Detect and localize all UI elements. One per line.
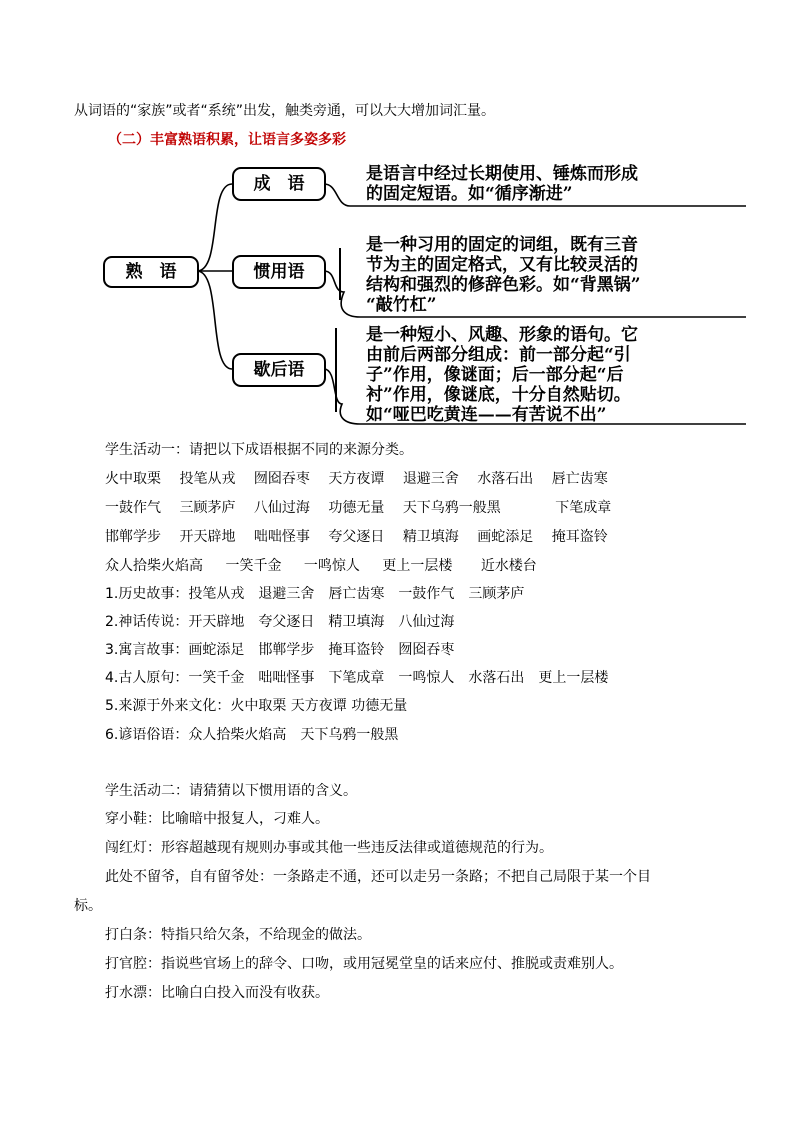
- category-proverb: 6.谚语俗语：众人拾柴火焰高 天下乌鸦一般黑: [105, 727, 399, 743]
- category-myth: 2.神话传说：开天辟地 夸父逐日 精卫填海 八仙过海: [105, 614, 455, 630]
- idiom: 退避三舍: [402, 471, 459, 487]
- idiom: 功德无量: [328, 500, 385, 516]
- idiom: 天下乌鸦一般黑: [402, 500, 501, 516]
- idiom: 一鸣惊人: [303, 558, 360, 574]
- idiom-row: [105, 557, 537, 575]
- branch-box-xiehouyu: 歇后语: [232, 353, 326, 387]
- idiom-meaning: 打水漂：比喻白白投入而没有收获。: [105, 985, 329, 1001]
- idiom: 近水楼台: [480, 558, 537, 574]
- idiom: 画蛇添足: [477, 529, 534, 545]
- branch-box-guanyongyu: 惯用语: [232, 255, 326, 289]
- idiom-row: [105, 528, 608, 546]
- idiom: 一鼓作气: [105, 500, 161, 516]
- branch-box-chengyu: 成 语: [232, 167, 326, 201]
- idiom: 投笔从戎: [179, 471, 236, 487]
- idiom: 更上一层楼: [382, 558, 453, 574]
- idiom: 一笑千金: [225, 558, 282, 574]
- category-history: 1.历史故事：投笔从戎 退避三舍 唇亡齿寒 一鼓作气 三顾茅庐: [105, 586, 525, 602]
- idiom: 掩耳盗铃: [551, 529, 608, 545]
- idiom-meaning: 打官腔：指说些官场上的辞令、口吻，或用冠冕堂皇的话来应付、推脱或责难别人。: [105, 956, 623, 972]
- idiom-meaning: 闯红灯：形容超越现有规则办事或其他一些违反法律或道德规范的行为。: [105, 840, 553, 856]
- category-ancient-quote: 4.古人原句：一笑千金 咄咄怪事 下笔成章 一鸣惊人 水落石出 更上一层楼: [105, 670, 609, 686]
- idiom-row: [105, 470, 608, 488]
- desc-line: 的固定短语。如“循序渐进”: [366, 184, 573, 204]
- idiom: 精卫填海: [402, 529, 459, 545]
- idiom-row: [105, 499, 611, 517]
- category-fable: 3.寓言故事：画蛇添足 邯郸学步 掩耳盗铃 囫囵吞枣: [105, 642, 455, 658]
- activity1-title: 学生活动一：请把以下成语根据不同的来源分类。: [105, 442, 413, 458]
- idiom: 三顾茅庐: [179, 500, 236, 516]
- desc-line: 如“哑巴吃黄连——有苦说不出”: [366, 405, 607, 425]
- idiom: 下笔成章: [555, 500, 612, 516]
- connector-root-chengyu: [197, 184, 232, 271]
- desc-line: 子”作用，像谜面；后一部分起“后: [366, 365, 624, 385]
- desc-line: 是语言中经过长期使用、锤炼而形成: [366, 164, 638, 184]
- idiom: 天方夜谭: [328, 471, 385, 487]
- desc-line: 是一种短小、风趣、形象的语句。它: [366, 325, 638, 345]
- idiom: 火中取栗: [105, 471, 161, 487]
- desc-line: 由前后两部分组成：前一部分起“引: [366, 345, 631, 365]
- idiom: 咄咄怪事: [253, 529, 310, 545]
- idiom: 唇亡齿寒: [551, 471, 608, 487]
- idiom: 八仙过海: [253, 500, 310, 516]
- activity2-title: 学生活动二：请猜猜以下惯用语的含义。: [105, 783, 357, 799]
- category-foreign: 5.来源于外来文化：火中取栗 天方夜谭 功德无量: [105, 698, 408, 714]
- idiom: 囫囵吞枣: [253, 471, 310, 487]
- desc-line: 结构和强烈的修辞色彩。如“背黑锅”: [366, 275, 641, 295]
- connector-root-xiehouyu: [197, 271, 232, 369]
- desc-line: 是一种习用的固定的词组，既有三音: [366, 235, 638, 255]
- diagram-root-box: 熟 语: [103, 256, 199, 288]
- intro-line: 从词语的“家族”或者“系统”出发，触类旁通，可以大大增加词汇量。: [74, 103, 496, 119]
- idiom-meaning-paragraph-cont: 标。: [74, 898, 102, 914]
- idiom: 水落石出: [477, 471, 534, 487]
- desc-line: “敲竹杠”: [366, 295, 437, 315]
- desc-line: 衬”作用，像谜底，十分自然贴切。: [366, 385, 631, 405]
- idiom-meaning-paragraph: 此处不留爷，自有留爷处：一条路走不通，还可以走另一条路；不把自己局限于某一个目: [105, 869, 651, 885]
- desc-line: 节为主的固定格式，又有比较灵活的: [366, 255, 638, 275]
- idiom: 众人拾柴火焰高: [105, 558, 203, 574]
- idiom-meaning: 穿小鞋：比喻暗中报复人，刁难人。: [105, 811, 329, 827]
- idiom: 邯郸学步: [105, 529, 161, 545]
- idiom: 夸父逐日: [328, 529, 385, 545]
- idiom: 开天辟地: [179, 529, 236, 545]
- idiom-meaning: 打白条：特指只给欠条，不给现金的做法。: [105, 927, 371, 943]
- section-heading: （二）丰富熟语积累，让语言多姿多彩: [108, 132, 346, 148]
